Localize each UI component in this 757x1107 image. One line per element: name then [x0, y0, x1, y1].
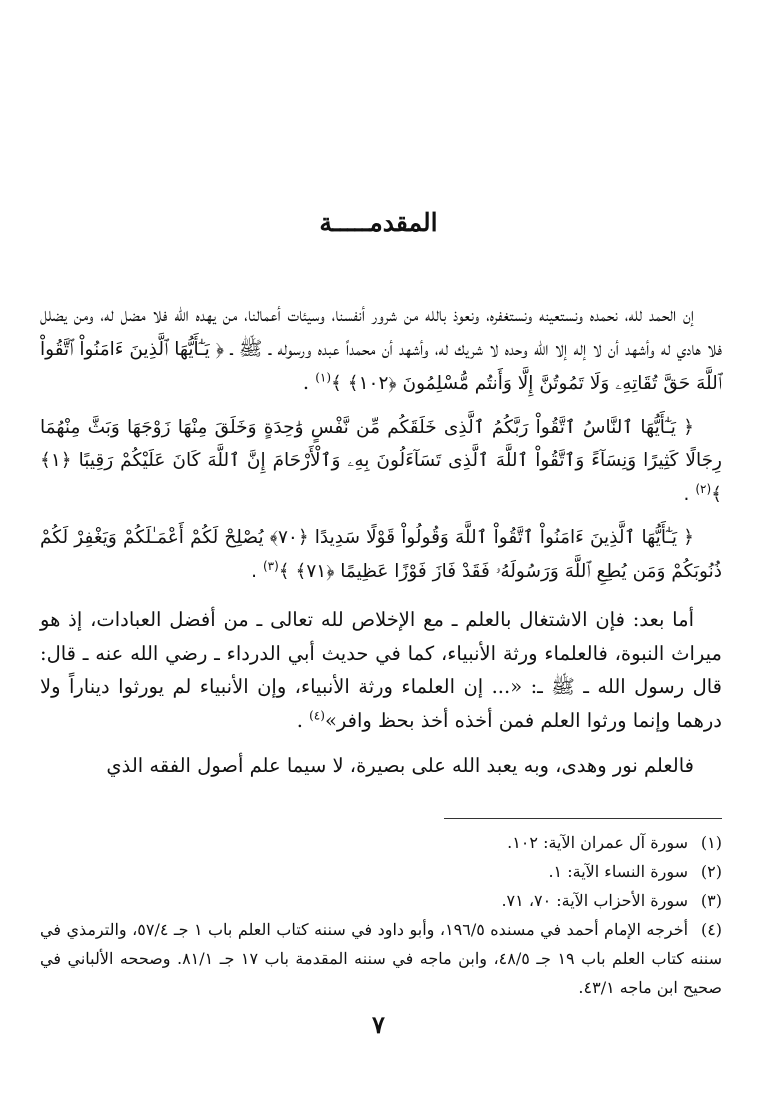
footnote-text: سورة النساء الآية: ١.	[548, 862, 688, 881]
quran-verse	[40, 521, 722, 588]
footnote	[40, 857, 722, 886]
body-paragraph	[40, 603, 722, 737]
sentence-end: .	[251, 560, 258, 582]
footnote-ref: (٤)	[309, 708, 325, 722]
footnote-mark: (٣)	[700, 891, 722, 910]
page-title: المقدمـــــة	[319, 208, 438, 237]
verse-text: ﴿ يَـٰٓأَيُّهَا ٱلَّذِينَ ءَامَنُواْ ٱتَّقُواْ ٱللَّهَ وَقُولُواْ قَوْلًا سَدِيدًا ﴿٧٠﴾ يُصْلِحْ لَكُمْ أَعْمَـٰلَكُمْ وَيَغْفِرْ لَكُمْ ذُنُوبَكُمْ وَمَن يُطِعِ ٱللَّهَ وَرَسُولَهُۥ فَقَدْ فَازَ فَوْزًا عَظِيمًا ﴿٧١﴾ ﴾	[40, 527, 722, 582]
footnote-divider	[444, 818, 722, 819]
verse-text: ﴿ يَـٰٓأَيُّهَا ٱلنَّاسُ ٱتَّقُواْ رَبَّكُمُ ٱلَّذِى خَلَقَكُم مِّن نَّفْسٍ وَٰحِدَةٍ وَخَلَقَ مِنْهَا زَوْجَهَا وَبَثَّ مِنْهُمَا رِجَالًا كَثِيرًا وَنِسَآءً وَٱتَّقُواْ ٱللَّهَ ٱلَّذِى تَسَآءَلُونَ بِهِۦ وَٱلْأَرْحَامَ إِنَّ ٱللَّهَ كَانَ عَلَيْكُمْ رَقِيبًا ﴿١﴾ ﴾	[40, 416, 722, 505]
sentence-end: .	[296, 708, 303, 732]
footnote	[40, 828, 722, 857]
footnote-mark: (١)	[700, 833, 722, 852]
footnote-ref: (٢)	[695, 481, 712, 496]
body-paragraph: فالعلم نور وهدى، وبه يعبد الله على بصيرة، لا سيما علم أصول الفقه الذي	[106, 754, 694, 777]
page-number: ٧	[372, 1010, 385, 1039]
footnote-ref: (٣)	[262, 558, 279, 573]
footnote-text: سورة الأحزاب الآية: ٧٠، ٧١.	[501, 891, 688, 910]
footnote-mark: (٤)	[700, 920, 723, 939]
footnote-ref: (١)	[315, 370, 332, 385]
footnote	[40, 915, 722, 1002]
quran-verse	[40, 411, 722, 512]
sentence-end: .	[683, 483, 690, 505]
footnote-text: سورة آل عمران الآية: ١٠٢.	[507, 833, 688, 852]
sentence-end: .	[302, 371, 310, 394]
footnote-text: أخرجه الإمام أحمد في مسنده ١٩٦/٥، وأبو داود في سننه كتاب العلم باب ١ جـ ٥٧/٤، والترمذي في سننه كتاب العلم باب ١٩ جـ ٤٨/٥، وابن ماجه في سننه المقدمة باب ١٧ جـ ٨١/١. وصححه الألباني في صحيح ابن ماجه ٤٣/١.	[40, 920, 723, 997]
footnotes	[40, 828, 722, 1002]
opening-text: إن الحمد لله، نحمده ونستعينه ونستغفره، ونعوذ بالله من شرور أنفسنا، وسيئات أعمالنا، من يهده الله فلا مضل له، ومن يضلل فلا هادي له وأشهد أن لا إله إلا الله وحده لا شريك له، وأشهد أن محمداً عبده ورسوله ـ ﷺ ـ	[40, 303, 722, 360]
footnote-mark: (٢)	[700, 862, 722, 881]
paragraph-text: أما بعد: فإن الاشتغال بالعلم ـ مع الإخلاص لله تعالى ـ من أفضل العبادات، إذ هو ميراث النبوة، فالعلماء ورثة الأنبياء، كما في حديث أبي الدرداء ـ رضي الله عنه ـ قال: قال رسول الله ـ ﷺ ـ: «... إن العلماء ورثة الأنبياء، وإن الأنبياء لم يورثوا ديناراً ولا درهما وإنما ورثوا العلم فمن أخذه أخذ بحظ وافر»	[40, 608, 722, 732]
quran-verse: ﴿ يَـٰٓأَيُّهَا ٱلَّذِينَ ءَامَنُواْ ٱتَّقُواْ ٱللَّهَ حَقَّ تُقَاتِهِۦ وَلَا تَمُوتُنَّ إِلَّا وَأَنتُم مُّسْلِمُونَ ﴿١٠٢﴾ ﴾	[40, 338, 722, 394]
footnote	[40, 886, 722, 915]
opening-paragraph	[40, 298, 722, 401]
main-text	[40, 298, 722, 783]
